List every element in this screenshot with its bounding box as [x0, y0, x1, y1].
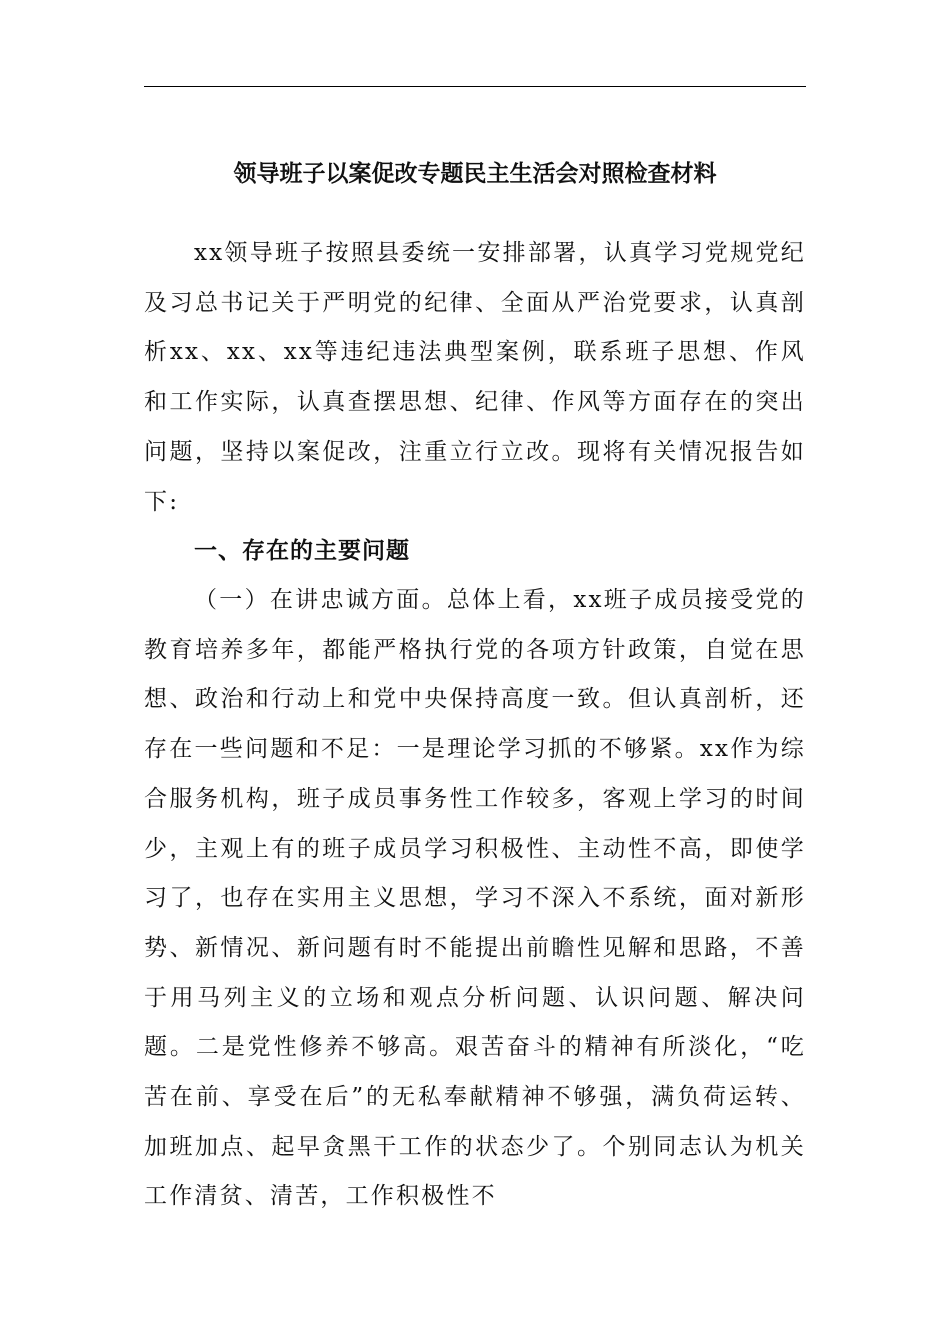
header-rule	[144, 86, 806, 87]
document-title: 领导班子以案促改专题民主生活会对照检查材料	[233, 161, 717, 187]
section-paragraph: （一）在讲忠诚方面。总体上看，xx班子成员接受党的教育培养多年，都能严格执行党的各项方针政策，自觉在思想、政治和行动上和党中央保持高度一致。但认真剖析，还存在一些问题和不足：一是理论学习抓的不够紧。xx作为综合服务机构，班子成员事务性工作较多，客观上学习的时间少，主观上有的班子成员学习积极性、主动性不高，即使学习了，也存在实用主义思想，学习不深入不系统，面对新形势、新情况、新问题有时不能提出前瞻性见解和思路，不善于用马列主义的立场和观点分析问题、认识问题、解决问题。二是党性修养不够高。艰苦奋斗的精神有所淡化，“吃苦在前、享受在后”的无私奉献精神不够强，满负荷运转、加班加点、起早贪黑干工作的状态少了。个别同志认为机关工作清贫、清苦，工作积极性不	[144, 587, 806, 1210]
section-heading: 一、存在的主要问题	[194, 538, 410, 564]
intro-paragraph: xx领导班子按照县委统一安排部署，认真学习党规党纪及习总书记关于严明党的纪律、全面从严治党要求，认真剖析xx、xx、xx等违纪违法典型案例，联系班子思想、作风和工作实际，认真查摆思想、纪律、作风等方面存在的突出问题，坚持以案促改，注重立行立改。现将有关情况报告如下:	[144, 240, 806, 515]
